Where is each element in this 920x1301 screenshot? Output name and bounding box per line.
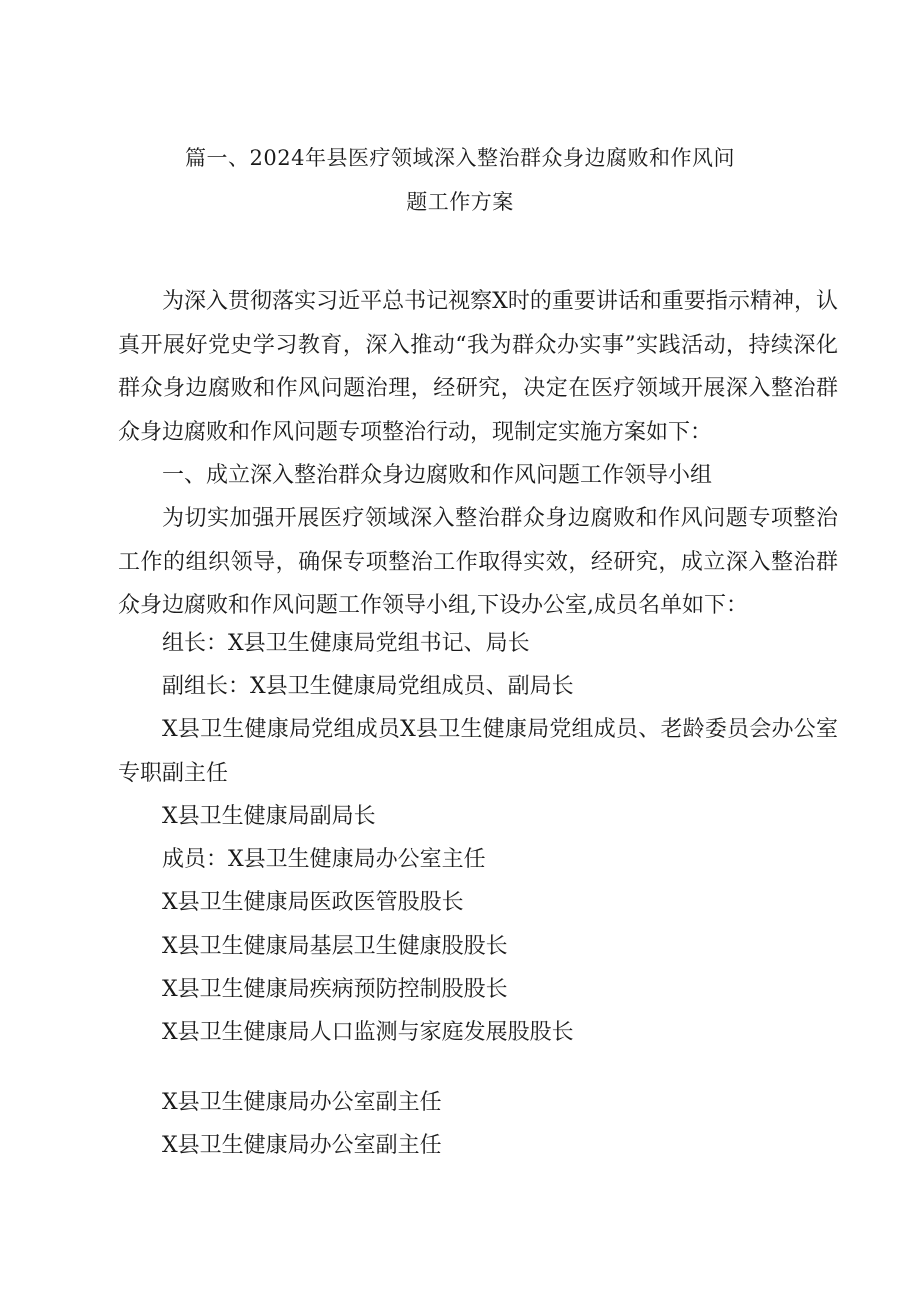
- document-title-line-2: 题工作方案: [406, 190, 514, 214]
- member-line: X县卫生健康局人口监测与家庭发展股股长: [162, 1020, 574, 1045]
- section-1-heading: 一、成立深入整治群众身边腐败和作风问题工作领导小组: [162, 463, 713, 488]
- deputy-extra-line-2: X县卫生健康局副局长: [162, 804, 376, 829]
- member-line: X县卫生健康局疾病预防控制股股长: [162, 977, 508, 1002]
- section-1-paragraph: 为切实加强开展医疗领域深入整治群众身边腐败和作风问题专项整治工作的组织领导，确保专项整治工作取得实效，经研究，成立深入整治群众身边腐败和作风问题工作领导小组,下设办公室,成员名单如下：: [118, 506, 838, 618]
- document-title-line-1: 篇一、2024年县医疗领域深入整治群众身边腐败和作风问: [185, 146, 735, 170]
- office-member-line: X县卫生健康局办公室副主任: [162, 1133, 442, 1158]
- members-label-line: 成员：X县卫生健康局办公室主任: [162, 847, 486, 872]
- member-line: X县卫生健康局医政医管股股长: [162, 890, 464, 915]
- intro-paragraph: 为深入贯彻落实习近平总书记视察X时的重要讲话和重要指示精神，认真开展好党史学习教育，深入推动“我为群众办实事”实践活动，持续深化群众身边腐败和作风问题治理，经研究，决定在医疗领域开展深入整治群众身边腐败和作风问题专项整治行动，现制定实施方案如下：: [118, 289, 838, 445]
- deputy-leader-line: 副组长：X县卫生健康局党组成员、副局长: [162, 674, 574, 699]
- office-member-line: X县卫生健康局办公室副主任: [162, 1090, 442, 1115]
- deputy-extra-line: X县卫生健康局党组成员X县卫生健康局党组成员、老龄委员会办公室专职副主任: [118, 717, 838, 786]
- leader-line: 组长：X县卫生健康局党组书记、局长: [162, 631, 530, 656]
- member-line: X县卫生健康局基层卫生健康股股长: [162, 934, 508, 959]
